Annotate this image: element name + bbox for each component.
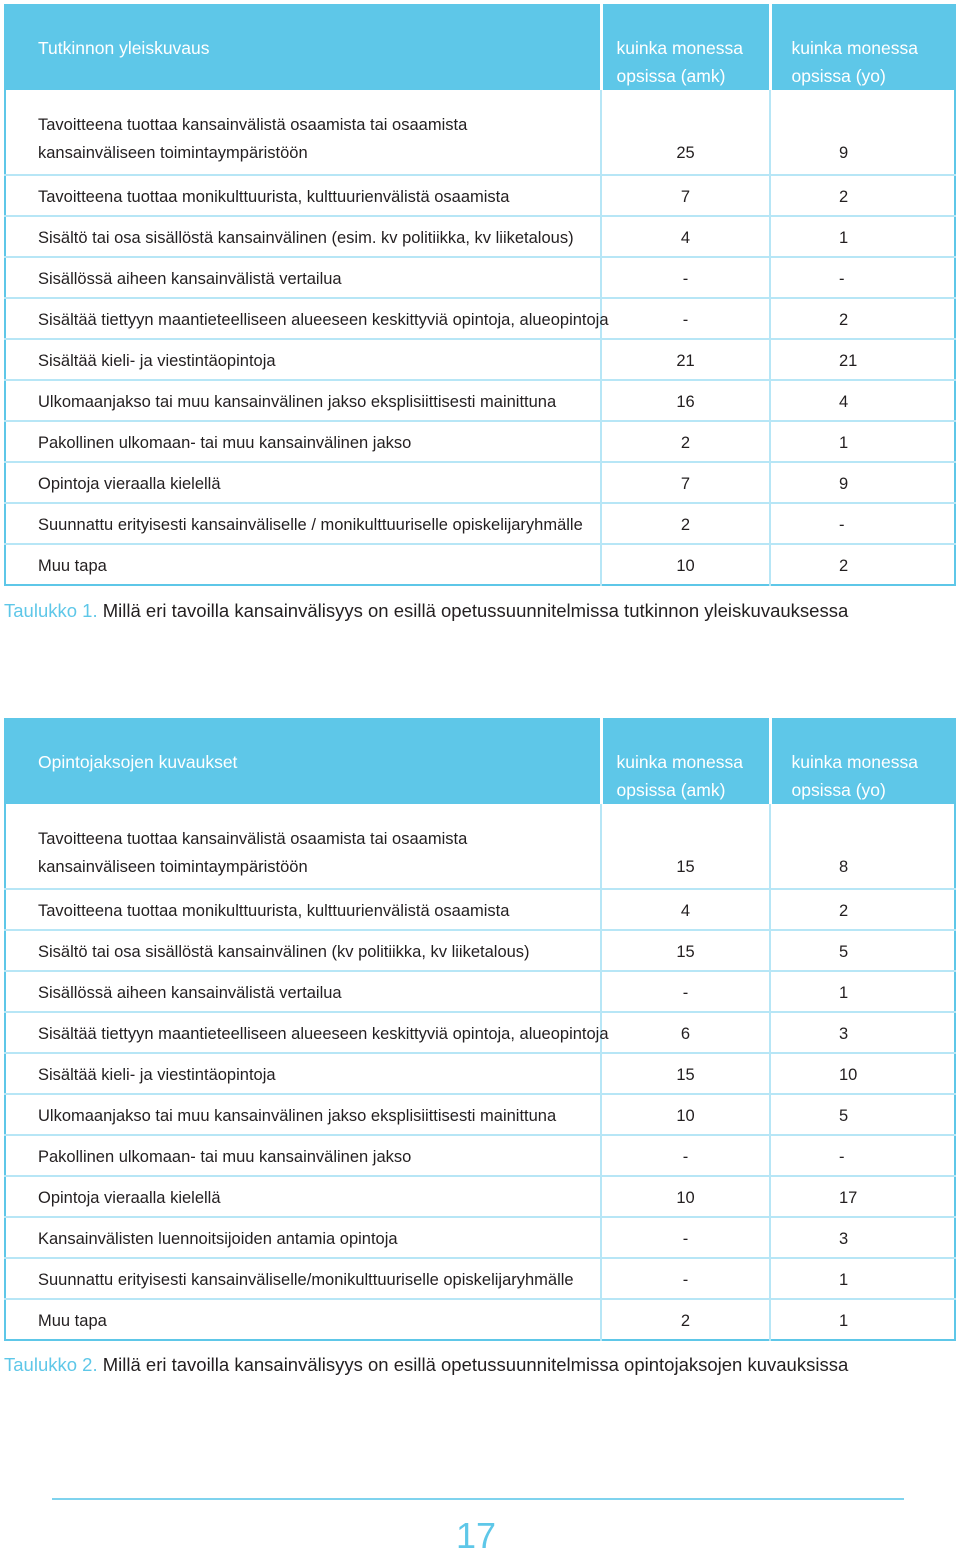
- header-col-yo: kuinka monessa opsissa (yo): [770, 719, 955, 804]
- table-row: [5, 380, 955, 421]
- row-label-line: Tavoitteena tuottaa kansainvälistä osaamista tai osaamista: [38, 830, 468, 848]
- row-label: [5, 1217, 601, 1258]
- row-label-line: kansainväliseen toimintaympäristöön: [38, 144, 308, 162]
- cell-yo: -: [770, 1135, 955, 1176]
- row-label: [5, 1135, 601, 1176]
- table-row: [5, 1012, 955, 1053]
- cell-amk: 2: [601, 1299, 770, 1340]
- cell-amk: 4: [601, 889, 770, 930]
- cell-amk: -: [601, 1135, 770, 1176]
- table-row: [5, 1135, 955, 1176]
- row-label-line: Opintoja vieraalla kielellä: [38, 1189, 221, 1207]
- cell-amk: 10: [601, 1176, 770, 1217]
- cell-yo: 8: [770, 804, 955, 889]
- row-label-line: Ulkomaanjakso tai muu kansainvälinen jakso eksplisiittisesti mainittuna: [38, 1107, 557, 1125]
- header-title: Tutkinnon yleiskuvaus: [5, 5, 601, 90]
- cell-amk: 10: [601, 544, 770, 585]
- cell-amk: 2: [601, 503, 770, 544]
- cell-yo: 1: [770, 216, 955, 257]
- row-label-line: Sisältö tai osa sisällöstä kansainvälinen (esim. kv politiikka, kv liiketalous): [38, 229, 574, 247]
- table-tutkinnon-yleiskuvaus: [4, 4, 956, 586]
- row-label: [5, 1176, 601, 1217]
- table-row: [5, 1094, 955, 1135]
- table-row: [5, 216, 955, 257]
- row-label-line: Muu tapa: [38, 1312, 107, 1330]
- table-row: [5, 544, 955, 585]
- table-row: [5, 503, 955, 544]
- table-row: [5, 804, 955, 889]
- cell-yo: 4: [770, 380, 955, 421]
- row-label-line: Pakollinen ulkomaan- tai muu kansainvälinen jakso: [38, 1148, 412, 1166]
- table-row: [5, 257, 955, 298]
- cell-yo: 10: [770, 1053, 955, 1094]
- row-label: [5, 544, 601, 585]
- row-label: [5, 339, 601, 380]
- row-label-line: Tavoitteena tuottaa monikulttuurista, kulttuurienvälistä osaamista: [38, 188, 510, 206]
- row-label: [5, 216, 601, 257]
- header-col-yo: kuinka monessa opsissa (yo): [770, 5, 955, 90]
- row-label-line: Tavoitteena tuottaa kansainvälistä osaamista tai osaamista: [38, 116, 468, 134]
- footer-divider: [52, 1498, 904, 1500]
- row-label: [5, 421, 601, 462]
- cell-yo: 1: [770, 421, 955, 462]
- table-header-row: [5, 5, 955, 90]
- row-label-line: Sisältö tai osa sisällöstä kansainvälinen (kv politiikka, kv liiketalous): [38, 943, 530, 961]
- cell-amk: -: [601, 298, 770, 339]
- cell-amk: 15: [601, 930, 770, 971]
- row-label-line: Sisältää tiettyyn maantieteelliseen alueeseen keskittyviä opintoja, alueopintoja: [38, 1025, 609, 1043]
- row-label: [5, 90, 601, 175]
- cell-yo: 2: [770, 544, 955, 585]
- table-row: [5, 1053, 955, 1094]
- row-label: [5, 1053, 601, 1094]
- row-label: [5, 462, 601, 503]
- row-label-line: Suunnattu erityisesti kansainväliselle/monikulttuuriselle opiskelijaryhmälle: [38, 1271, 574, 1289]
- row-label-line: Suunnattu erityisesti kansainväliselle / monikulttuuriselle opiskelijaryhmälle: [38, 516, 583, 534]
- row-label: [5, 257, 601, 298]
- cell-yo: 2: [770, 889, 955, 930]
- caption-text: Millä eri tavoilla kansainvälisyys on esillä opetussuunnitelmissa tutkinnon yleiskuvauksessa: [97, 600, 849, 621]
- page-number: 17: [455, 1515, 497, 1556]
- cell-yo: 1: [770, 1299, 955, 1340]
- cell-yo: 9: [770, 462, 955, 503]
- table-row: [5, 175, 955, 216]
- cell-yo: 2: [770, 298, 955, 339]
- row-label: [5, 1094, 601, 1135]
- cell-amk: 16: [601, 380, 770, 421]
- row-label-line: Sisältää tiettyyn maantieteelliseen alueeseen keskittyviä opintoja, alueopintoja: [38, 311, 609, 329]
- table-row: [5, 462, 955, 503]
- cell-yo: 5: [770, 1094, 955, 1135]
- row-label-line: Pakollinen ulkomaan- tai muu kansainvälinen jakso: [38, 434, 412, 452]
- table-row: [5, 1299, 955, 1340]
- cell-amk: 15: [601, 1053, 770, 1094]
- row-label: [5, 1012, 609, 1053]
- row-label: [5, 804, 601, 889]
- row-label-line: Tavoitteena tuottaa monikulttuurista, kulttuurienvälistä osaamista: [38, 902, 510, 920]
- table1-caption: [4, 600, 848, 622]
- row-label-line: Ulkomaanjakso tai muu kansainvälinen jakso eksplisiittisesti mainittuna: [38, 393, 557, 411]
- row-label: [5, 298, 609, 339]
- cell-amk: 21: [601, 339, 770, 380]
- row-label: [5, 380, 601, 421]
- cell-yo: 3: [770, 1217, 955, 1258]
- cell-amk: 4: [601, 216, 770, 257]
- table-row: [5, 421, 955, 462]
- row-label: [5, 930, 601, 971]
- caption-label: Taulukko 2.: [4, 1354, 98, 1375]
- row-label: [5, 1258, 601, 1299]
- table-row: [5, 971, 955, 1012]
- cell-amk: 7: [601, 175, 770, 216]
- table-header-row: [5, 719, 955, 804]
- table-row: [5, 1176, 955, 1217]
- table-row: [5, 90, 955, 175]
- cell-yo: 2: [770, 175, 955, 216]
- header-col-amk: kuinka monessa opsissa (amk): [601, 719, 770, 804]
- cell-amk: 25: [601, 90, 770, 175]
- row-label: [5, 503, 601, 544]
- row-label: [5, 1299, 601, 1340]
- cell-yo: 21: [770, 339, 955, 380]
- caption-label: Taulukko 1.: [4, 600, 98, 621]
- cell-amk: -: [601, 1258, 770, 1299]
- cell-amk: 15: [601, 804, 770, 889]
- table-row: [5, 930, 955, 971]
- cell-amk: -: [601, 1217, 770, 1258]
- cell-yo: 1: [770, 971, 955, 1012]
- table-row: [5, 298, 955, 339]
- row-label-line: Muu tapa: [38, 557, 107, 575]
- cell-amk: -: [601, 257, 770, 298]
- row-label: [5, 971, 601, 1012]
- table-row: [5, 889, 955, 930]
- row-label-line: Sisällössä aiheen kansainvälistä vertailua: [38, 270, 342, 288]
- cell-yo: -: [770, 503, 955, 544]
- cell-yo: 1: [770, 1258, 955, 1299]
- cell-yo: -: [770, 257, 955, 298]
- cell-amk: 7: [601, 462, 770, 503]
- row-label-line: Sisältää kieli- ja viestintäopintoja: [38, 1066, 276, 1084]
- row-label-line: Kansainvälisten luennoitsijoiden antamia opintoja: [38, 1230, 398, 1248]
- table2-caption: [4, 1354, 848, 1376]
- table-row: [5, 1217, 955, 1258]
- table-row: [5, 1258, 955, 1299]
- caption-text: Millä eri tavoilla kansainvälisyys on esillä opetussuunnitelmissa opintojaksojen kuvauksissa: [97, 1354, 849, 1375]
- cell-amk: -: [601, 971, 770, 1012]
- cell-yo: 17: [770, 1176, 955, 1217]
- header-col-amk: kuinka monessa opsissa (amk): [601, 5, 770, 90]
- header-title: Opintojaksojen kuvaukset: [5, 719, 601, 804]
- row-label-line: Sisältää kieli- ja viestintäopintoja: [38, 352, 276, 370]
- cell-amk: 2: [601, 421, 770, 462]
- row-label: [5, 175, 601, 216]
- cell-yo: 5: [770, 930, 955, 971]
- cell-yo: 3: [770, 1012, 955, 1053]
- row-label: [5, 889, 601, 930]
- cell-amk: 6: [601, 1012, 770, 1053]
- cell-yo: 9: [770, 90, 955, 175]
- row-label-line: Sisällössä aiheen kansainvälistä vertailua: [38, 984, 342, 1002]
- table-opintojaksojen-kuvaukset: [4, 718, 956, 1341]
- table-row: [5, 339, 955, 380]
- cell-amk: 10: [601, 1094, 770, 1135]
- row-label-line: kansainväliseen toimintaympäristöön: [38, 858, 308, 876]
- row-label-line: Opintoja vieraalla kielellä: [38, 475, 221, 493]
